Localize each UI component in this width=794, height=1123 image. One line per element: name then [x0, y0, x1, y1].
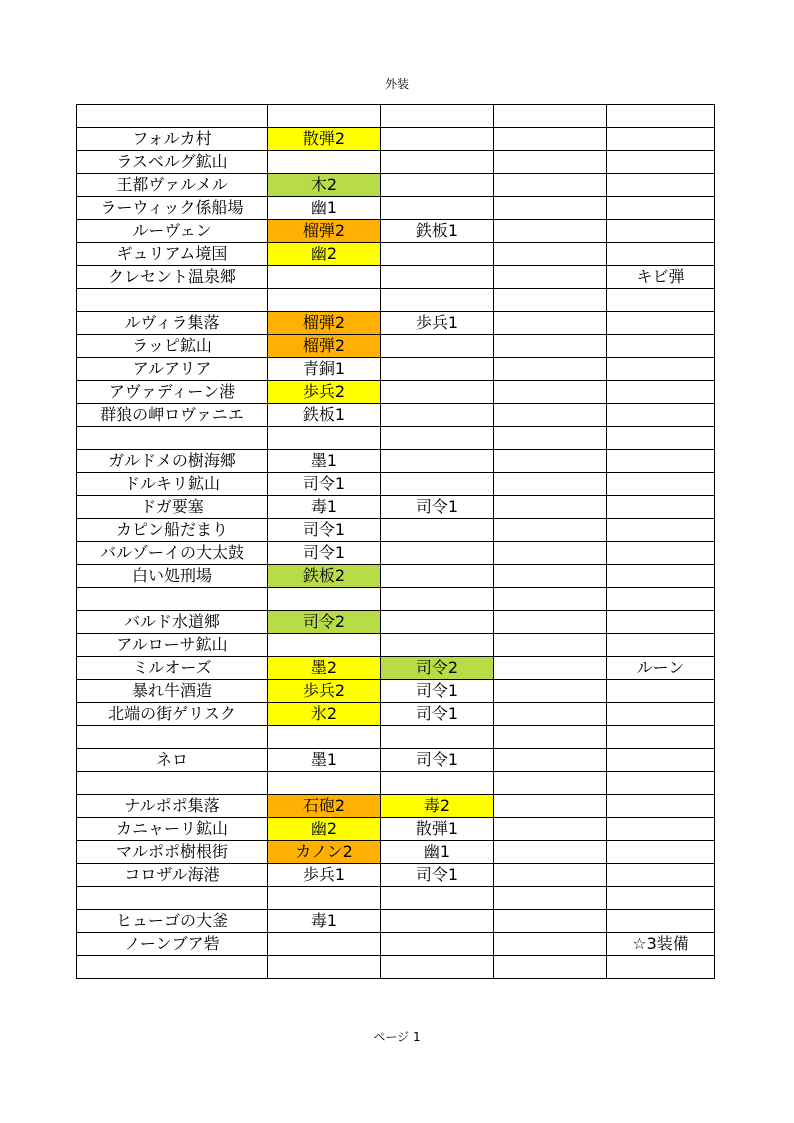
cell-equipment-3[interactable]: [494, 358, 607, 381]
cell-special[interactable]: [607, 289, 715, 312]
cell-equipment-2[interactable]: 毒2: [381, 795, 494, 818]
cell-equipment-1[interactable]: 木2: [268, 174, 381, 197]
cell-equipment-3[interactable]: [494, 174, 607, 197]
cell-equipment-1[interactable]: [268, 933, 381, 956]
table-row: [77, 427, 715, 450]
cell-equipment-2[interactable]: [381, 772, 494, 795]
cell-equipment-3[interactable]: [494, 657, 607, 680]
cell-special[interactable]: [607, 473, 715, 496]
table-row: [77, 680, 715, 703]
cell-equipment-3[interactable]: [494, 841, 607, 864]
cell-equipment-1[interactable]: 墨1: [268, 749, 381, 772]
cell-equipment-3[interactable]: [494, 519, 607, 542]
cell-location[interactable]: [77, 427, 268, 450]
cell-special[interactable]: [607, 680, 715, 703]
cell-special[interactable]: [607, 611, 715, 634]
cell-equipment-1[interactable]: [268, 588, 381, 611]
cell-equipment-3[interactable]: [494, 243, 607, 266]
cell-location[interactable]: 群狼の岬ロヴァニエ: [77, 404, 268, 427]
cell-equipment-2[interactable]: [381, 565, 494, 588]
cell-special[interactable]: [607, 703, 715, 726]
cell-equipment-2[interactable]: [381, 128, 494, 151]
table-row: [77, 243, 715, 266]
cell-equipment-1[interactable]: 墨1: [268, 450, 381, 473]
table-row: [77, 128, 715, 151]
cell-equipment-1[interactable]: 司令1: [268, 542, 381, 565]
table-row: [77, 450, 715, 473]
cell-equipment-3[interactable]: [494, 634, 607, 657]
cell-equipment-2[interactable]: [381, 910, 494, 933]
table-row: [77, 588, 715, 611]
cell-equipment-3[interactable]: [494, 588, 607, 611]
cell-special[interactable]: [607, 404, 715, 427]
cell-equipment-2[interactable]: [381, 404, 494, 427]
cell-special[interactable]: [607, 772, 715, 795]
cell-location[interactable]: [77, 956, 268, 979]
cell-special[interactable]: [607, 381, 715, 404]
cell-equipment-2[interactable]: 司令1: [381, 496, 494, 519]
cell-equipment-3[interactable]: [494, 197, 607, 220]
cell-special[interactable]: [607, 565, 715, 588]
cell-location[interactable]: アルローサ鉱山: [77, 634, 268, 657]
cell-equipment-2[interactable]: [381, 427, 494, 450]
cell-location[interactable]: [77, 887, 268, 910]
cell-location[interactable]: アルアリア: [77, 358, 268, 381]
cell-equipment-3[interactable]: [494, 887, 607, 910]
cell-equipment-1[interactable]: [268, 887, 381, 910]
cell-equipment-3[interactable]: [494, 726, 607, 749]
page-number: ページ 1: [373, 1030, 421, 1044]
cell-equipment-1[interactable]: [268, 266, 381, 289]
cell-equipment-3[interactable]: [494, 703, 607, 726]
cell-location[interactable]: クレセント温泉郷: [77, 266, 268, 289]
cell-equipment-3[interactable]: [494, 864, 607, 887]
cell-equipment-1[interactable]: 司令1: [268, 473, 381, 496]
cell-equipment-3[interactable]: [494, 105, 607, 128]
cell-equipment-2[interactable]: 散弾1: [381, 818, 494, 841]
cell-equipment-2[interactable]: [381, 933, 494, 956]
cell-equipment-2[interactable]: 歩兵1: [381, 312, 494, 335]
table-row: [77, 772, 715, 795]
cell-equipment-1[interactable]: 榴弾2: [268, 220, 381, 243]
cell-equipment-2[interactable]: [381, 450, 494, 473]
table-row: [77, 956, 715, 979]
cell-equipment-1[interactable]: 司令1: [268, 519, 381, 542]
table-row: [77, 818, 715, 841]
cell-equipment-3[interactable]: [494, 427, 607, 450]
cell-equipment-3[interactable]: [494, 680, 607, 703]
cell-special[interactable]: [607, 749, 715, 772]
cell-equipment-1[interactable]: 青銅1: [268, 358, 381, 381]
cell-location[interactable]: ドガ要塞: [77, 496, 268, 519]
cell-equipment-1[interactable]: 鉄板2: [268, 565, 381, 588]
cell-special[interactable]: [607, 726, 715, 749]
cell-equipment-1[interactable]: 毒1: [268, 910, 381, 933]
table-row: [77, 611, 715, 634]
cell-equipment-3[interactable]: [494, 450, 607, 473]
cell-location[interactable]: ラッピ鉱山: [77, 335, 268, 358]
table-row: [77, 657, 715, 680]
cell-equipment-2[interactable]: 司令1: [381, 680, 494, 703]
cell-equipment-2[interactable]: [381, 519, 494, 542]
cell-equipment-3[interactable]: [494, 611, 607, 634]
table-row: [77, 519, 715, 542]
cell-special[interactable]: [607, 220, 715, 243]
cell-special[interactable]: [607, 128, 715, 151]
table-row: [77, 910, 715, 933]
cell-special[interactable]: [607, 588, 715, 611]
table-row: [77, 703, 715, 726]
cell-special[interactable]: [607, 542, 715, 565]
cell-equipment-1[interactable]: 散弾2: [268, 128, 381, 151]
cell-equipment-1[interactable]: [268, 634, 381, 657]
cell-equipment-1[interactable]: 毒1: [268, 496, 381, 519]
table-row: [77, 404, 715, 427]
cell-equipment-1[interactable]: 榴弾2: [268, 312, 381, 335]
table-row: [77, 197, 715, 220]
cell-equipment-1[interactable]: 歩兵2: [268, 381, 381, 404]
cell-equipment-3[interactable]: [494, 956, 607, 979]
cell-special[interactable]: ルーン: [607, 657, 715, 680]
table-row: [77, 289, 715, 312]
cell-location[interactable]: アヴァディーン港: [77, 381, 268, 404]
cell-equipment-3[interactable]: [494, 151, 607, 174]
cell-equipment-1[interactable]: [268, 956, 381, 979]
cell-equipment-2[interactable]: [381, 611, 494, 634]
cell-equipment-3[interactable]: [494, 818, 607, 841]
cell-equipment-3[interactable]: [494, 266, 607, 289]
cell-location[interactable]: ミルオーズ: [77, 657, 268, 680]
table-row: [77, 841, 715, 864]
cell-equipment-3[interactable]: [494, 220, 607, 243]
cell-location[interactable]: [77, 105, 268, 128]
cell-equipment-2[interactable]: 司令1: [381, 864, 494, 887]
cell-equipment-1[interactable]: 幽1: [268, 197, 381, 220]
cell-equipment-2[interactable]: [381, 381, 494, 404]
table-row: [77, 358, 715, 381]
cell-location[interactable]: ラスベルグ鉱山: [77, 151, 268, 174]
spreadsheet-table: [76, 104, 715, 979]
cell-equipment-1[interactable]: [268, 772, 381, 795]
cell-special[interactable]: [607, 864, 715, 887]
cell-equipment-1[interactable]: [268, 105, 381, 128]
cell-special[interactable]: [607, 427, 715, 450]
cell-equipment-2[interactable]: [381, 105, 494, 128]
cell-equipment-2[interactable]: [381, 956, 494, 979]
cell-equipment-1[interactable]: 幽2: [268, 243, 381, 266]
cell-equipment-3[interactable]: [494, 542, 607, 565]
cell-special[interactable]: [607, 910, 715, 933]
cell-special[interactable]: [607, 151, 715, 174]
cell-special[interactable]: [607, 496, 715, 519]
cell-location[interactable]: フォルカ村: [77, 128, 268, 151]
cell-location[interactable]: ノーンブア砦: [77, 933, 268, 956]
cell-equipment-2[interactable]: [381, 726, 494, 749]
cell-special[interactable]: [607, 519, 715, 542]
table-row: [77, 749, 715, 772]
cell-special[interactable]: [607, 105, 715, 128]
cell-equipment-2[interactable]: 司令1: [381, 749, 494, 772]
table-row: [77, 220, 715, 243]
table-row: [77, 105, 715, 128]
table-row: [77, 473, 715, 496]
cell-equipment-2[interactable]: [381, 151, 494, 174]
cell-equipment-1[interactable]: 氷2: [268, 703, 381, 726]
cell-location[interactable]: カニャーリ鉱山: [77, 818, 268, 841]
table-row: [77, 266, 715, 289]
page-header-title: 外装: [384, 77, 409, 91]
cell-equipment-1[interactable]: 歩兵2: [268, 680, 381, 703]
cell-equipment-1[interactable]: [268, 151, 381, 174]
table-row: [77, 864, 715, 887]
cell-location[interactable]: ドルキリ鉱山: [77, 473, 268, 496]
cell-equipment-1[interactable]: 石砲2: [268, 795, 381, 818]
table-row: [77, 312, 715, 335]
table-row: [77, 933, 715, 956]
cell-special[interactable]: [607, 358, 715, 381]
cell-equipment-2[interactable]: 司令1: [381, 703, 494, 726]
cell-equipment-2[interactable]: 鉄板1: [381, 220, 494, 243]
cell-location[interactable]: コロザル海港: [77, 864, 268, 887]
spreadsheet-body: [77, 105, 715, 979]
cell-special[interactable]: [607, 312, 715, 335]
cell-equipment-2[interactable]: [381, 335, 494, 358]
cell-equipment-3[interactable]: [494, 128, 607, 151]
cell-equipment-1[interactable]: 墨2: [268, 657, 381, 680]
cell-equipment-2[interactable]: [381, 289, 494, 312]
table-row: [77, 542, 715, 565]
cell-equipment-2[interactable]: [381, 634, 494, 657]
cell-equipment-1[interactable]: 歩兵1: [268, 864, 381, 887]
cell-special[interactable]: [607, 818, 715, 841]
cell-location[interactable]: バルド水道郷: [77, 611, 268, 634]
cell-special[interactable]: [607, 197, 715, 220]
cell-equipment-2[interactable]: [381, 887, 494, 910]
cell-special[interactable]: [607, 243, 715, 266]
table-row: [77, 726, 715, 749]
cell-location[interactable]: 暴れ牛酒造: [77, 680, 268, 703]
table-row: [77, 335, 715, 358]
cell-equipment-3[interactable]: [494, 312, 607, 335]
cell-location[interactable]: ヒューゴの大釜: [77, 910, 268, 933]
cell-equipment-3[interactable]: [494, 910, 607, 933]
table-row: [77, 795, 715, 818]
table-row: [77, 887, 715, 910]
cell-location[interactable]: [77, 588, 268, 611]
table-row: [77, 496, 715, 519]
cell-equipment-2[interactable]: [381, 197, 494, 220]
cell-equipment-2[interactable]: [381, 473, 494, 496]
cell-equipment-2[interactable]: [381, 542, 494, 565]
cell-equipment-1[interactable]: 榴弾2: [268, 335, 381, 358]
cell-location[interactable]: ラーウィック係船場: [77, 197, 268, 220]
cell-equipment-3[interactable]: [494, 404, 607, 427]
cell-equipment-1[interactable]: 司令2: [268, 611, 381, 634]
cell-equipment-3[interactable]: [494, 289, 607, 312]
cell-equipment-3[interactable]: [494, 772, 607, 795]
cell-location[interactable]: [77, 726, 268, 749]
cell-equipment-2[interactable]: [381, 174, 494, 197]
cell-equipment-2[interactable]: 司令2: [381, 657, 494, 680]
cell-equipment-1[interactable]: [268, 427, 381, 450]
cell-equipment-3[interactable]: [494, 381, 607, 404]
table-row: [77, 565, 715, 588]
cell-location[interactable]: ルーヴェン: [77, 220, 268, 243]
cell-equipment-1[interactable]: [268, 726, 381, 749]
cell-location[interactable]: [77, 772, 268, 795]
cell-special[interactable]: [607, 887, 715, 910]
cell-special[interactable]: [607, 956, 715, 979]
cell-equipment-3[interactable]: [494, 749, 607, 772]
cell-equipment-3[interactable]: [494, 335, 607, 358]
cell-location[interactable]: カピン船だまり: [77, 519, 268, 542]
cell-equipment-2[interactable]: [381, 243, 494, 266]
cell-special[interactable]: [607, 450, 715, 473]
cell-equipment-1[interactable]: [268, 289, 381, 312]
cell-equipment-2[interactable]: [381, 358, 494, 381]
cell-special[interactable]: [607, 174, 715, 197]
table-row: [77, 174, 715, 197]
cell-location[interactable]: マルポポ樹根街: [77, 841, 268, 864]
table-row: [77, 381, 715, 404]
cell-special[interactable]: [607, 335, 715, 358]
cell-equipment-2[interactable]: 幽1: [381, 841, 494, 864]
cell-equipment-3[interactable]: [494, 496, 607, 519]
cell-equipment-3[interactable]: [494, 933, 607, 956]
cell-location[interactable]: 白い処刑場: [77, 565, 268, 588]
cell-equipment-3[interactable]: [494, 565, 607, 588]
table-row: [77, 151, 715, 174]
cell-special[interactable]: [607, 841, 715, 864]
cell-location[interactable]: ルヴィラ集落: [77, 312, 268, 335]
cell-equipment-1[interactable]: 幽2: [268, 818, 381, 841]
cell-location[interactable]: バルゾーイの大太鼓: [77, 542, 268, 565]
cell-equipment-1[interactable]: 鉄板1: [268, 404, 381, 427]
cell-equipment-3[interactable]: [494, 795, 607, 818]
cell-equipment-2[interactable]: [381, 588, 494, 611]
cell-location[interactable]: ネロ: [77, 749, 268, 772]
cell-special[interactable]: ☆3装備: [607, 933, 715, 956]
cell-special[interactable]: [607, 634, 715, 657]
cell-location[interactable]: ガルドメの樹海郷: [77, 450, 268, 473]
cell-special[interactable]: キビ弾: [607, 266, 715, 289]
cell-location[interactable]: ギュリアム境国: [77, 243, 268, 266]
cell-equipment-3[interactable]: [494, 473, 607, 496]
cell-equipment-2[interactable]: [381, 266, 494, 289]
cell-special[interactable]: [607, 795, 715, 818]
cell-location[interactable]: [77, 289, 268, 312]
cell-location[interactable]: 北端の街ゲリスク: [77, 703, 268, 726]
cell-equipment-1[interactable]: カノン2: [268, 841, 381, 864]
cell-location[interactable]: ナルポポ集落: [77, 795, 268, 818]
cell-location[interactable]: 王都ヴァルメル: [77, 174, 268, 197]
table-row: [77, 634, 715, 657]
